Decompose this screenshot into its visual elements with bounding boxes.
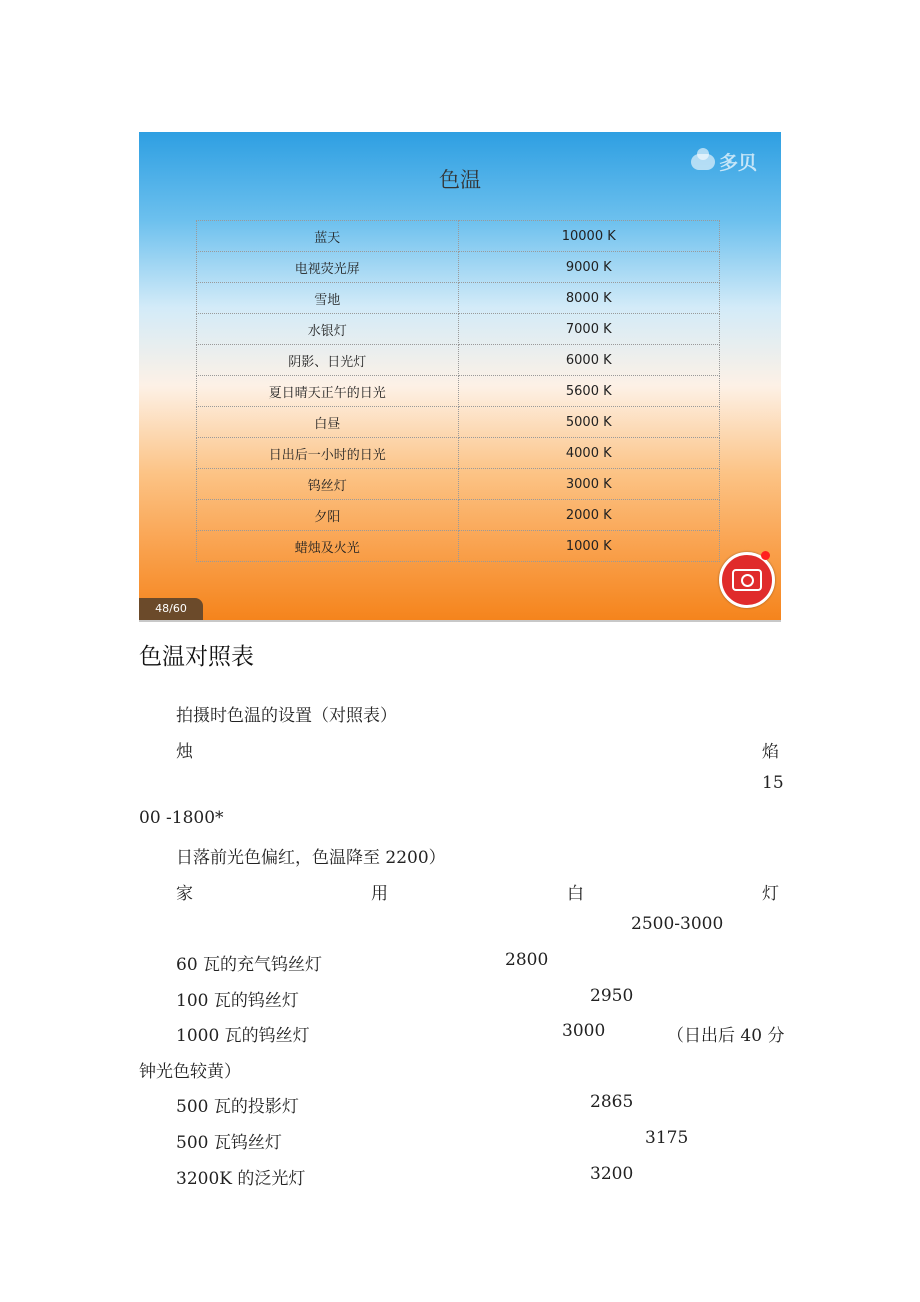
- watermark-logo: [691, 148, 757, 175]
- candle-value-part1: 15: [762, 773, 784, 793]
- page-indicator: 48/60: [139, 598, 203, 620]
- temperature-cell: 8000 K: [458, 283, 720, 314]
- temperature-cell: 1000 K: [458, 531, 720, 562]
- temperature-cell: 5600 K: [458, 376, 720, 407]
- table-row: [197, 376, 720, 407]
- intro-text: 拍摄时色温的设置（对照表）: [176, 706, 397, 726]
- tung500-label: 500 瓦钨丝灯: [176, 1133, 282, 1153]
- notification-dot: [761, 551, 770, 560]
- candle-value-part2: 00 -1800*: [139, 808, 224, 828]
- home-word-4: 灯: [762, 884, 779, 904]
- color-temperature-table: [196, 220, 720, 562]
- table-row: [197, 252, 720, 283]
- light-source-cell: 电视荧光屏: [197, 252, 459, 283]
- temperature-cell: 9000 K: [458, 252, 720, 283]
- home-word-1: 家: [176, 884, 193, 904]
- bulb100-label: 100 瓦的钨丝灯: [176, 991, 299, 1011]
- bulb60-value: 2800: [505, 950, 549, 970]
- light-source-cell: 蜡烛及火光: [197, 531, 459, 562]
- bulb1000-label: 1000 瓦的钨丝灯: [176, 1026, 310, 1046]
- proj500-label: 500 瓦的投影灯: [176, 1097, 299, 1117]
- home-word-3: 白: [567, 884, 584, 904]
- camera-icon: [732, 569, 762, 591]
- light-source-cell: 水银灯: [197, 314, 459, 345]
- temperature-cell: 4000 K: [458, 438, 720, 469]
- table-row: [197, 221, 720, 252]
- temperature-cell: 7000 K: [458, 314, 720, 345]
- table-row: [197, 500, 720, 531]
- doc-title: 色温对照表: [139, 644, 254, 670]
- watermark-text: 多贝: [718, 152, 757, 174]
- home-word-2: 用: [371, 884, 388, 904]
- slide-image: [139, 132, 781, 622]
- light-source-cell: 日出后一小时的日光: [197, 438, 459, 469]
- bulb100-value: 2950: [590, 986, 634, 1006]
- bulb1000-value: 3000: [562, 1021, 606, 1041]
- bulb1000-note-cont: 钟光色较黄）: [139, 1062, 241, 1082]
- temperature-cell: 5000 K: [458, 407, 720, 438]
- bulb1000-note: （日出后 40 分: [667, 1026, 785, 1046]
- sunset-text: 日落前光色偏红，色温降至 2200）: [176, 848, 446, 868]
- candle-left: 烛: [176, 742, 193, 762]
- bulb60-label: 60 瓦的充气钨丝灯: [176, 955, 323, 975]
- temperature-cell: 10000 K: [458, 221, 720, 252]
- table-row: [197, 469, 720, 500]
- table-row: [197, 531, 720, 562]
- table-row: [197, 283, 720, 314]
- table-row: [197, 345, 720, 376]
- table-row: [197, 314, 720, 345]
- light-source-cell: 雪地: [197, 283, 459, 314]
- temperature-cell: 3000 K: [458, 469, 720, 500]
- light-source-cell: 夕阳: [197, 500, 459, 531]
- light-source-cell: 夏日晴天正午的日光: [197, 376, 459, 407]
- home-value: 2500-3000: [631, 914, 724, 934]
- flood-label: 3200K 的泛光灯: [176, 1169, 306, 1189]
- light-source-cell: 钨丝灯: [197, 469, 459, 500]
- tung500-value: 3175: [645, 1128, 689, 1148]
- temperature-cell: 6000 K: [458, 345, 720, 376]
- light-source-cell: 阴影、日光灯: [197, 345, 459, 376]
- table-row: [197, 438, 720, 469]
- flood-value: 3200: [590, 1164, 634, 1184]
- temperature-cell: 2000 K: [458, 500, 720, 531]
- table-row: [197, 407, 720, 438]
- slide-title: 色温: [439, 168, 481, 192]
- candle-right: 焰: [762, 742, 779, 762]
- camera-button[interactable]: [719, 552, 775, 608]
- light-source-cell: 蓝天: [197, 221, 459, 252]
- light-source-cell: 白昼: [197, 407, 459, 438]
- proj500-value: 2865: [590, 1092, 634, 1112]
- cloud-icon: [691, 154, 715, 170]
